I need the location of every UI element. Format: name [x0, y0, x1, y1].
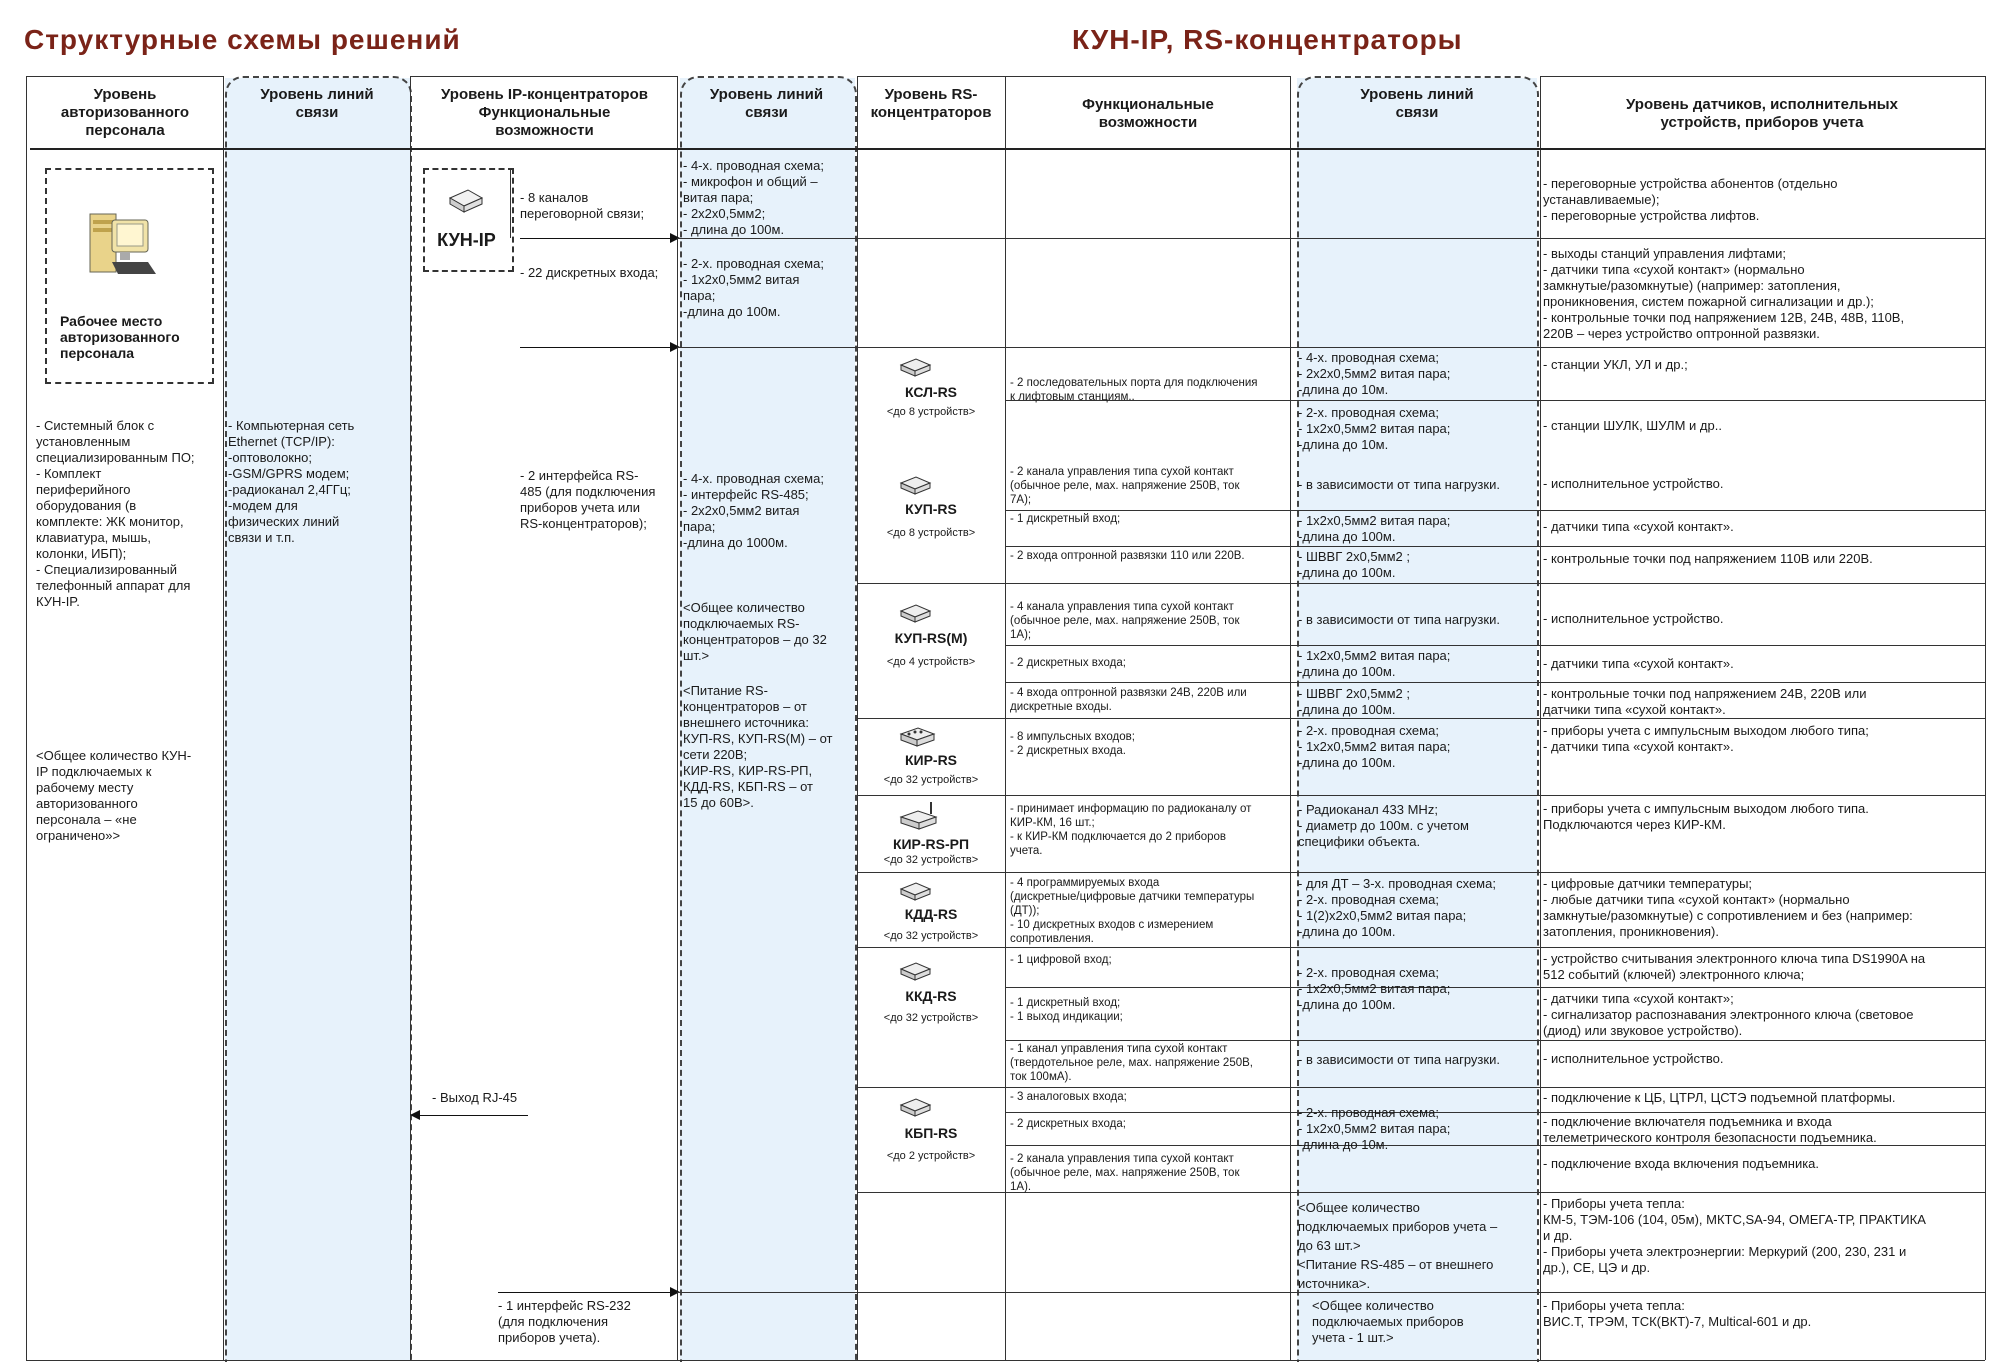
page-title-right: КУН-IP, RS-концентраторы	[1072, 24, 1463, 55]
line-spec-1: - 4-х. проводная схема; - микрофон и общий – витая пара; - 2х2х0,5мм2; - длина до 100м.	[683, 158, 824, 237]
sensors-kir-rp: - приборы учета с импульсным выходом любого типа. Подключаются через КИР-КМ.	[1543, 801, 1869, 832]
computer-icon	[82, 200, 162, 290]
kun-ip-frame	[423, 168, 514, 272]
border	[26, 76, 223, 77]
header-col5: Уровень RS- концентраторов	[870, 86, 992, 121]
kup-func-1: - 2 канала управления типа сухой контакт (обычное реле, мах. напряжение 250В, ток 7А);	[1010, 466, 1240, 506]
page-title-left: Структурные схемы решений	[24, 24, 461, 55]
kkd-rs-name: ККД-RS	[905, 988, 957, 1004]
kkd-rs-count: <до 32 устройств>	[883, 1012, 979, 1024]
rs-power: <Питание RS- концентраторов – от внешнего источника: КУП-RS, КУП-RS(М) – от сети 220В; КИР-RS, КИР-RS-РП, КДД-RS, КБП-RS – от 15 до 60В>.	[683, 683, 833, 810]
kbp-func-1: - 3 аналоговых входа;	[1010, 1091, 1127, 1103]
kup-rs-m-icon	[898, 602, 934, 624]
kkd-func-3: - 1 канал управления типа сухой контакт (твердотельное реле, мах. напряжение 250В, ток 100мА).	[1010, 1043, 1253, 1083]
sensors-row-1: - переговорные устройства абонентов (отдельно устанавливаемые); - переговорные устройства лифтов.	[1543, 176, 1838, 223]
kup-rs-count: <до 8 устройств>	[886, 527, 976, 539]
connector	[510, 168, 511, 238]
kdd-line: - для ДТ – 3-х. проводная схема; - 2-х. проводная схема; - 1(2)х2х0,5мм2 витая пара; -длина до 100м.	[1298, 876, 1496, 939]
rs-total: <Общее количество подключаемых RS- концентраторов – до 32 шт.>	[683, 600, 827, 663]
border	[223, 76, 224, 1360]
kun-ip-discrete: - 22 дискретных входа;	[520, 265, 659, 280]
line-column-1-frame	[225, 76, 412, 1362]
kupm-line-2: - 1х2х0,5мм2 витая пара; -длина до 100м.	[1298, 648, 1451, 679]
kdd-rs-count: <до 32 устройств>	[883, 930, 979, 942]
sensors-kupm-2: - датчики типа «сухой контакт».	[1543, 656, 1734, 671]
kun-ip-total: <Общее количество КУН- IP подключаемых к рабочему месту авторизованного персонала – «не ограничено»>	[36, 748, 192, 843]
kun-ip-rj45: - Выход RJ-45	[432, 1090, 518, 1105]
row-separator	[677, 1292, 857, 1293]
ksl-func: - 2 последовательных порта для подключения к лифтовым станциям..	[1010, 377, 1258, 403]
sensors-kup-2: - датчики типа «сухой контакт».	[1543, 519, 1734, 534]
kup-rs-m-count: <до 4 устройств>	[886, 656, 976, 668]
arrow-right	[498, 1292, 678, 1293]
network-description: - Компьютерная сеть Ethernet (TCP/IP): -оптоволокно; -GSM/GPRS модем; -радиоканал 2,4ГГц; -модем для физических линий связи и т.п.	[228, 418, 355, 545]
kup-rs-name: КУП-RS	[905, 501, 957, 517]
kir-rs-count: <до 32 устройств>	[883, 774, 979, 786]
kir-rs-icon	[898, 725, 938, 749]
sensors-kup-3: - контрольные точки под напряжением 110В или 220В.	[1543, 551, 1873, 566]
kbp-rs-count: <до 2 устройств>	[886, 1150, 976, 1162]
kupm-func-2: - 2 дискретных входа;	[1010, 657, 1126, 669]
kupm-func-1: - 4 канала управления типа сухой контакт (обычное реле, мах. напряжение 250В, ток 1А);	[1010, 601, 1240, 641]
border	[26, 76, 27, 1360]
kun-ip-rs485: - 2 интерфейса RS- 485 (для подключения приборов учета или RS-концентраторов);	[520, 468, 656, 531]
kup-line-1: - в зависимости от типа нагрузки.	[1298, 477, 1500, 492]
arrow-right	[520, 238, 678, 239]
header-col4: Уровень линий связи	[709, 86, 824, 121]
kbp-func-2: - 2 дискретных входа;	[1010, 1118, 1126, 1130]
header-col1: Уровень авторизованного персонала	[60, 86, 190, 139]
header-col8: Уровень датчиков, исполнительных устройств, приборов учета	[1626, 96, 1898, 131]
row-separator	[677, 238, 857, 239]
workplace-label: Рабочее место авторизованного персонала	[60, 313, 180, 361]
border	[1540, 76, 1985, 77]
kup-func-2: - 1 дискретный вход;	[1010, 513, 1121, 525]
header-col2: Уровень линий связи	[260, 86, 374, 121]
sensors-row-2: - выходы станций управления лифтами; - датчики типа «сухой контакт» (нормально замкнутые/разомкнутые) (например: затопления, проникновения, систем пожарной сигнализации и др.); - контрольные точки под напряжением 12В, 24В, 48В, 110В, 220В – через устройство оптронной развязки.	[1543, 246, 1905, 341]
ksl-rs-count: <до 8 устройств>	[886, 406, 976, 418]
kup-line-2: - 1х2х0,5мм2 витая пара; -длина до 100м.	[1298, 513, 1451, 544]
kup-rs-icon	[898, 474, 934, 496]
border	[410, 76, 677, 77]
kkd-func-1: - 1 цифровой вход;	[1010, 954, 1112, 966]
subrow-separator	[1005, 645, 1985, 646]
row-separator	[857, 583, 1985, 584]
border	[1985, 76, 1986, 1360]
kir-rs-rp-count: <до 32 устройств>	[883, 854, 979, 866]
arrow-left	[412, 1115, 528, 1116]
sensors-kdd: - цифровые датчики температуры; - любые датчики типа «сухой контакт» (нормально замкнутые/разомкнутые) с сопротивлением и без (например: затопления, проникновения).	[1543, 876, 1913, 939]
header-separator	[30, 148, 1985, 150]
arrow-right	[520, 347, 678, 348]
kdd-func: - 4 программируемых входа (дискретные/цифровые датчики температуры (ДТ)); - 10 дискретных входов с измерением сопротивления.	[1010, 877, 1255, 945]
border	[26, 1360, 1985, 1361]
row-separator	[857, 718, 1985, 719]
header-col7: Уровень линий связи	[1360, 86, 1474, 121]
subrow-separator	[1005, 1040, 1985, 1041]
kup-func-3: - 2 входа оптронной развязки 110 или 220В.	[1010, 550, 1245, 562]
row-separator	[857, 947, 1985, 948]
sensors-meters-232: - Приборы учета тепла: ВИС.Т, ТРЭМ, ТСК(ВКТ)-7, Multical-601 и др.	[1543, 1298, 1812, 1329]
kbp-rs-name: КБП-RS	[904, 1125, 958, 1141]
kir-rs-rp-icon	[898, 800, 940, 832]
border	[410, 76, 411, 1360]
ksl-line-2: - 2-х. проводная схема; - 1х2х0,5мм2 витая пара; -длина до 10м.	[1298, 405, 1451, 452]
row-separator	[857, 347, 1985, 348]
kup-line-3: - ШВВГ 2х0,5мм2 ; -длина до 100м.	[1298, 549, 1410, 580]
sensors-kbp-2: - подключение включателя подъемника и входа телеметрического контроля безопасности подъемника.	[1543, 1114, 1877, 1145]
kbp-rs-icon	[898, 1096, 934, 1118]
line-spec-2: - 2-х. проводная схема; - 1х2х0,5мм2 витая пара; -длина до 100м.	[683, 256, 824, 319]
kdd-rs-name: КДД-RS	[904, 906, 958, 922]
sensors-kupm-1: - исполнительное устройство.	[1543, 611, 1724, 626]
sensors-ksl-2: - станции ШУЛК, ШУЛМ и др..	[1543, 418, 1722, 433]
subrow-separator	[1005, 510, 1985, 511]
sensors-kup-1: - исполнительное устройство.	[1543, 476, 1724, 491]
line-column-3-frame	[1297, 76, 1539, 1362]
kir-line: - 2-х. проводная схема; - 1х2х0,5мм2 витая пара; -длина до 100м.	[1298, 723, 1451, 770]
header-col3: Уровень IP-концентраторов Функциональные возможности	[441, 86, 648, 139]
kir-rs-name: КИР-RS	[904, 752, 958, 768]
kun-ip-rs232: - 1 интерфейс RS-232 (для подключения приборов учета).	[498, 1298, 631, 1345]
rs232-meters-total: <Общее количество подключаемых приборов учета - 1 шт.>	[1312, 1298, 1464, 1345]
kupm-func-3: - 4 входа оптронной развязки 24В, 220В или дискретные входы.	[1010, 687, 1247, 713]
row-separator	[857, 872, 1985, 873]
header-col6: Функциональные возможности	[1082, 96, 1214, 131]
sensors-kbp-3: - подключение входа включения подъемника.	[1543, 1156, 1820, 1171]
sensors-kkd-3: - исполнительное устройство.	[1543, 1051, 1724, 1066]
kbp-func-3: - 2 канала управления типа сухой контакт (обычное реле, мах. напряжение 250В, ток 1А).	[1010, 1153, 1240, 1193]
ksl-line-1: - 4-х. проводная схема; - 2х2х0,5мм2 витая пара; -длина до 10м.	[1298, 350, 1451, 397]
kir-rp-func: - принимает информацию по радиоканалу от КИР-КМ, 16 шт.; - к КИР-КМ подключается до 2 приборов учета.	[1010, 803, 1252, 857]
row-separator	[677, 347, 857, 348]
rs485-meters-total: <Общее количество подключаемых приборов учета – до 63 шт.> <Питание RS-485 – от внешнего источника>.	[1298, 1200, 1498, 1291]
subrow-separator	[1005, 682, 1985, 683]
row-separator	[857, 1087, 1985, 1088]
subrow-separator	[1005, 546, 1985, 547]
sensors-meters-485: - Приборы учета тепла: КМ-5, ТЭМ-106 (104, 05м), МКТС,SA-94, ОМЕГА-ТР, ПРАКТИКА и др. - Приборы учета электроэнергии: Меркурий (200, 230, 231 и др.), СЕ, ЦЭ и др.	[1543, 1196, 1926, 1275]
kir-rs-rp-name: КИР-RS-РП	[892, 836, 970, 852]
kdd-rs-icon	[898, 880, 934, 902]
sensors-kkd-2: - датчики типа «сухой контакт»; - сигнализатор распознавания электронного ключа (световое (диод) или звуковое устройство).	[1543, 991, 1914, 1038]
row-separator	[857, 795, 1985, 796]
ksl-rs-name: КСЛ-RS	[904, 384, 958, 400]
ksl-rs-icon	[898, 356, 934, 378]
kun-ip-label: КУН-IP	[437, 230, 496, 250]
kir-func: - 8 импульсных входов; - 2 дискретных входа.	[1010, 731, 1135, 757]
sensors-ksl-1: - станции УКЛ, УЛ и др.;	[1543, 357, 1688, 372]
workplace-description: - Системный блок с установленным специализированным ПО; - Комплект периферийного оборудования (в комплекте: ЖК монитор, клавиатура, мышь, колонки, ИБП); - Специализированный телефонный аппарат для КУН-IP.	[36, 418, 195, 609]
kkd-line-1: - 2-х. проводная схема; - 1х2х0,5мм2 витая пара; -длина до 100м.	[1298, 965, 1451, 1012]
kkd-rs-icon	[898, 960, 934, 982]
kir-rp-line: - Радиоканал 433 MHz; - диаметр до 100м. с учетом специфики объекта.	[1298, 802, 1469, 849]
sensors-kkd-1: - устройство считывания электронного ключа типа DS1990A на 512 событий (ключей) электронного ключа;	[1543, 951, 1926, 982]
border	[857, 76, 1290, 77]
sensors-kbp-1: - подключение к ЦБ, ЦТРЛ, ЦСТЭ подъемной платформы.	[1543, 1090, 1896, 1105]
sensors-kupm-3: - контрольные точки под напряжением 24В, 220В или датчики типа «сухой контакт».	[1543, 686, 1867, 717]
sensors-kir: - приборы учета с импульсным выходом любого типа; - датчики типа «сухой контакт».	[1543, 723, 1869, 754]
row-separator	[857, 238, 1985, 239]
kupm-line-3: - ШВВГ 2х0,5мм2 ; -длина до 100м.	[1298, 686, 1410, 717]
kun-ip-device-icon	[446, 186, 486, 216]
kup-rs-m-name: КУП-RS(М)	[894, 630, 968, 646]
kupm-line-1: - в зависимости от типа нагрузки.	[1298, 612, 1500, 627]
kbp-line: - 2-х. проводная схема; - 1х2х0,5мм2 витая пара; -длина до 10м.	[1298, 1105, 1451, 1152]
kkd-line-3: - в зависимости от типа нагрузки.	[1298, 1052, 1500, 1067]
kun-ip-channels: - 8 каналов переговорной связи;	[520, 190, 645, 221]
kkd-func-2: - 1 дискретный вход; - 1 выход индикации;	[1010, 997, 1123, 1023]
line-spec-3: - 4-х. проводная схема; - интерфейс RS-485; - 2х2х0,5мм2 витая пара; -длина до 1000м.	[683, 471, 824, 550]
